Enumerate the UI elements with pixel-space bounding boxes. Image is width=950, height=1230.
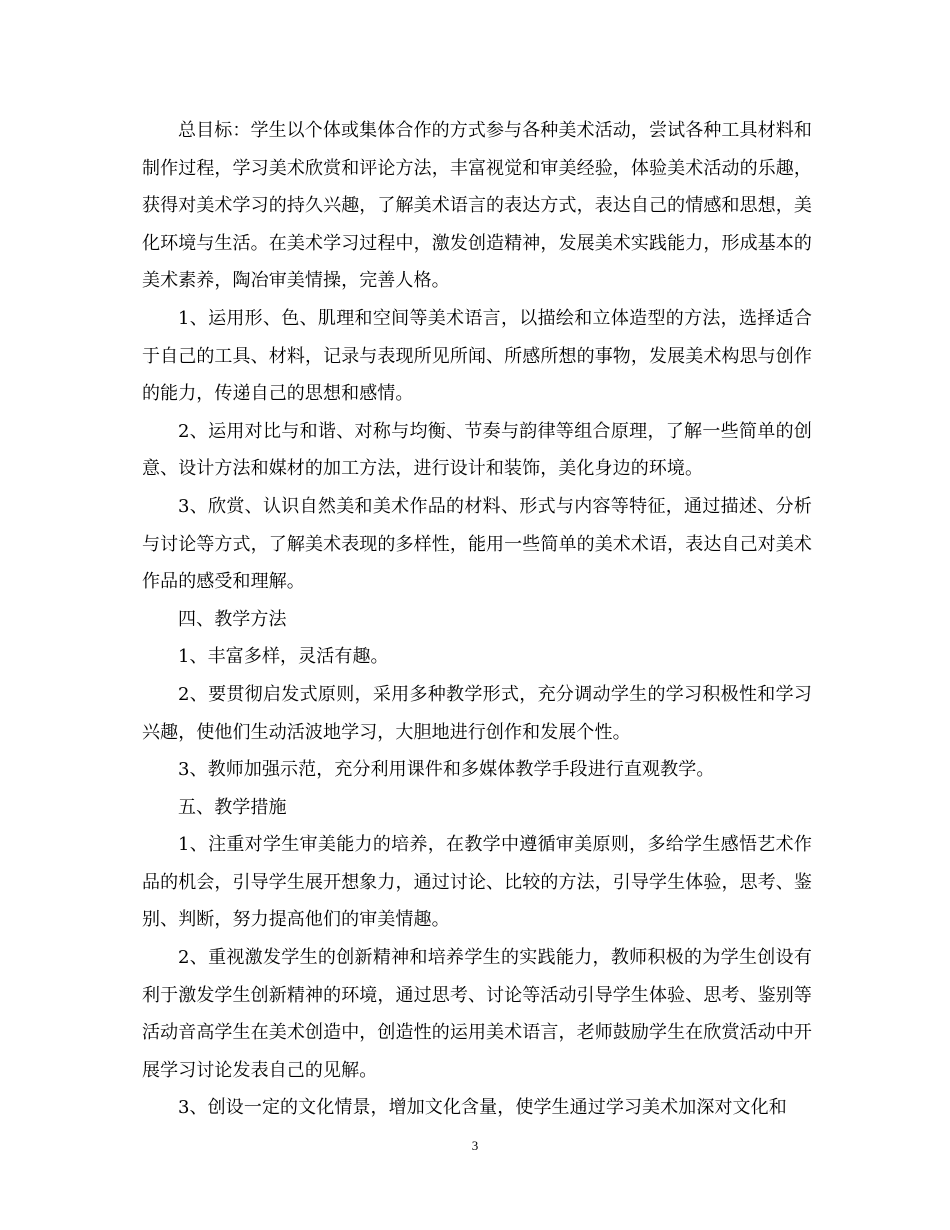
- paragraph-measure-2: 2、重视激发学生的创新精神和培养学生的实践能力，教师积极的为学生创设有利于激发学生创新精神的环境，通过思考、讨论等活动引导学生体验、思考、鉴别等活动音高学生在美术创造中，创造性的运用美术语言，老师鼓励学生在欣赏活动中开展学习讨论发表自己的见解。: [142, 947, 812, 1081]
- paragraph-goal-1: 1、运用形、色、肌理和空间等美术语言，以描绘和立体造型的方法，选择适合于自己的工具、材料，记录与表现所见所闻、所感所想的事物，发展美术构思与创作的能力，传递自己的思想和感情。: [142, 307, 812, 405]
- paragraph-goal-3: 3、欣赏、认识自然美和美术作品的材料、形式与内容等特征，通过描述、分析与讨论等方式，了解美术表现的多样性，能用一些简单的美术术语，表达自己对美术作品的感受和理解。: [142, 495, 812, 593]
- paragraph-method-1: 1、丰富多样，灵活有趣。: [178, 646, 389, 668]
- paragraph-method-3: 3、教师加强示范，充分利用课件和多媒体教学手段进行直观教学。: [178, 759, 715, 781]
- paragraph-measure-3: 3、创设一定的文化情景，增加文化含量，使学生通过学习美术加深对文化和: [178, 1097, 787, 1119]
- section-heading-teaching-methods: 四、教学方法: [178, 608, 287, 630]
- section-heading-teaching-measures: 五、教学措施: [178, 796, 287, 818]
- paragraph-measure-1: 1、注重对学生审美能力的培养，在教学中遵循审美原则，多给学生感悟艺术作品的机会，引导学生展开想象力，通过讨论、比较的方法，引导学生体验，思考、鉴别、判断，努力提高他们的审美情趣。: [142, 834, 812, 931]
- paragraph-overall-goal: 总目标：学生以个体或集体合作的方式参与各种美术活动，尝试各种工具材料和制作过程，学习美术欣赏和评论方法，丰富视觉和审美经验，体验美术活动的乐趣，获得对美术学习的持久兴趣，了解美术语言的表达方式，表达自己的情感和思想，美化环境与生活。在美术学习过程中，激发创造精神，发展美术实践能力，形成基本的美术素养，陶冶审美情操，完善人格。: [142, 120, 812, 292]
- paragraph-goal-2: 2、运用对比与和谐、对称与均衡、节奏与韵律等组合原理，了解一些简单的创意、设计方法和媒材的加工方法，进行设计和装饰，美化身边的环境。: [142, 420, 812, 480]
- page-number: 3: [471, 1138, 479, 1153]
- document-body: [142, 112, 812, 1127]
- paragraph-method-2: 2、要贯彻启发式原则，采用多种教学形式，充分调动学生的学习积极性和学习兴趣，使他们生动活波地学习，大胆地进行创作和发展个性。: [142, 683, 812, 743]
